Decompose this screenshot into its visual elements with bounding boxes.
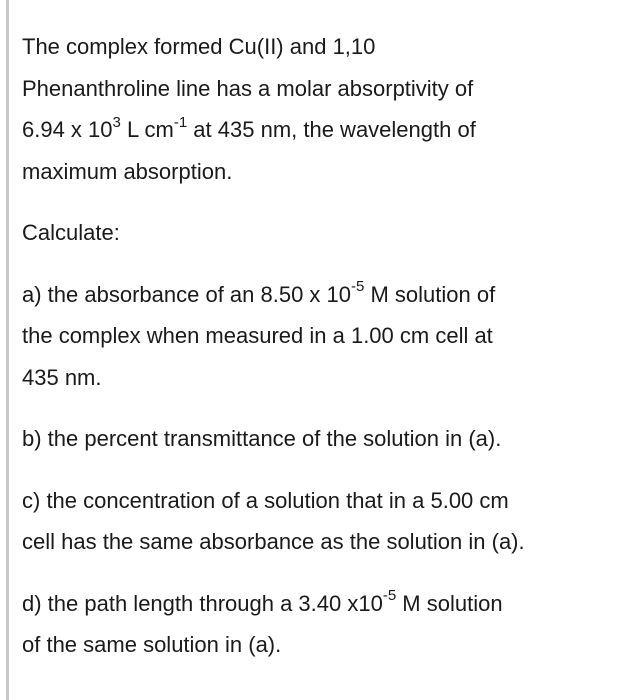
part-a-prefix: a) the absorbance of an 8.50 x 10 (22, 281, 352, 307)
part-c-line-1: c) the concentration of a solution that in a 5.00 cm (22, 487, 509, 513)
calculate-label: Calculate: (22, 220, 120, 245)
part-a-line-3: 435 nm. (22, 364, 102, 390)
part-c-line-2: cell has the same absorbance as the solution in (a). (22, 529, 525, 554)
intro-line-3 (22, 113, 476, 142)
part-b (22, 418, 616, 460)
intro-paragraph (22, 26, 616, 192)
part-a-exponent: -5 (351, 278, 365, 296)
intro-line-2: Phenanthroline line has a molar absorptivity of (22, 75, 474, 101)
part-a (22, 274, 616, 399)
exponent-minus-1: -1 (173, 113, 188, 131)
intro-line-3-mid: L cm (120, 117, 174, 142)
part-a-line-2: the complex when measured in a 1.00 cm cell at (22, 323, 493, 348)
part-c (22, 480, 616, 563)
exponent-3: 3 (112, 113, 121, 131)
question-text (22, 26, 616, 666)
intro-line-1: The complex formed Cu(II) and 1,10 (22, 34, 376, 59)
part-a-line-1-suffix: M solution of (364, 281, 496, 307)
intro-line-4: maximum absorption. (22, 158, 233, 184)
part-d (22, 583, 616, 666)
part-d-exponent: -5 (382, 587, 397, 605)
part-b-line-1: b) the percent transmittance of the solution in (a). (22, 426, 502, 451)
left-border-bar (6, 0, 9, 700)
intro-line-3-prefix: 6.94 x 10 (22, 117, 113, 142)
intro-line-3-suffix: at 435 nm, the wavelength of (187, 117, 476, 142)
part-d-line-1-suffix: M solution (396, 590, 503, 616)
part-d-line-2: of the same solution in (a). (22, 632, 282, 657)
part-d-line-1 (22, 587, 503, 616)
part-d-prefix: d) the path length through a 3.40 x10 (22, 590, 383, 616)
part-a-line-1 (22, 278, 496, 307)
